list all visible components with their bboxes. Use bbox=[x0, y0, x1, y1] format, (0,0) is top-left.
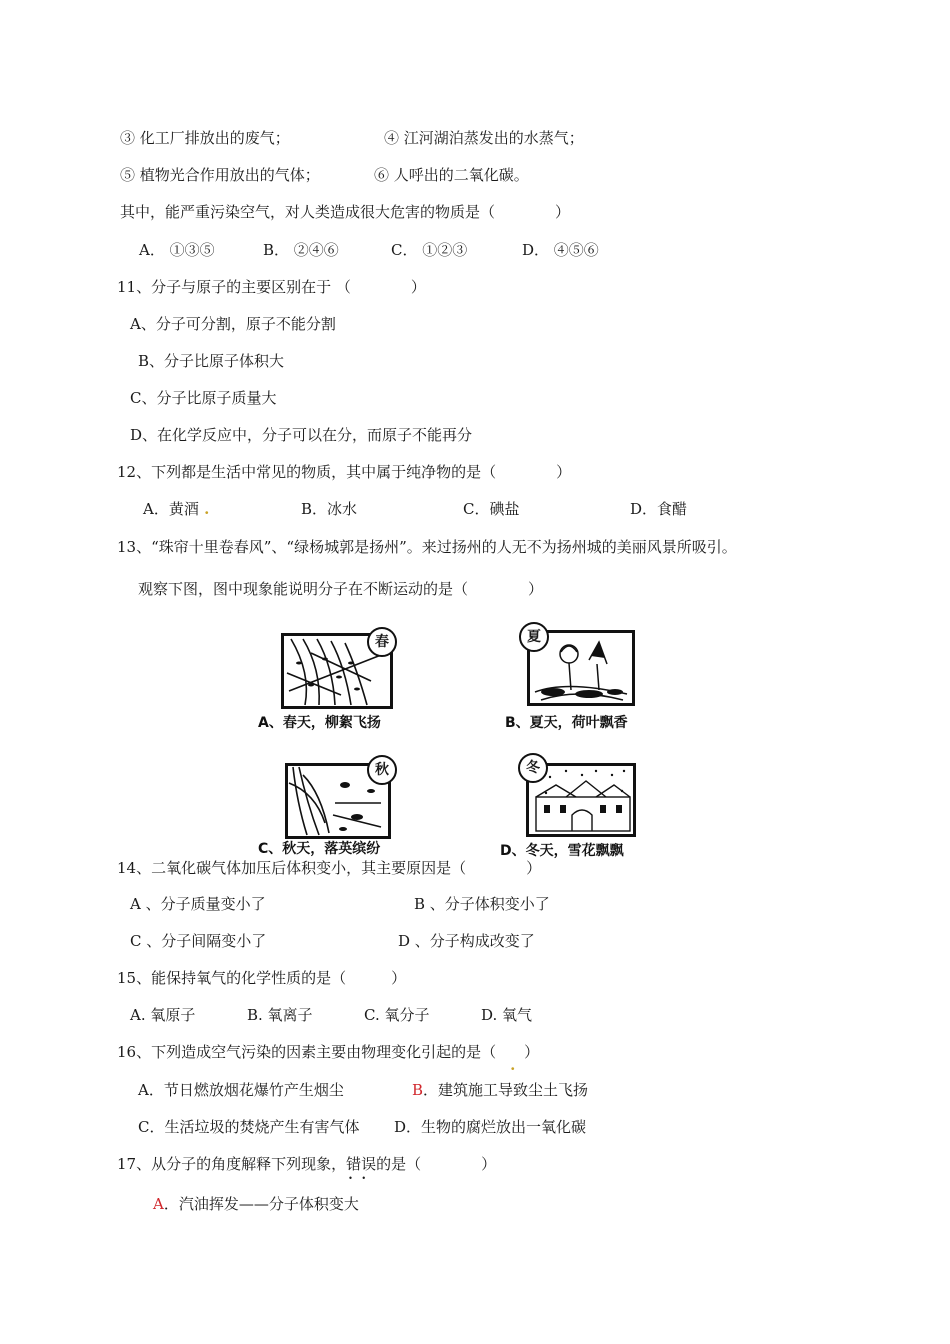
q10-stem: 其中，能严重污染空气，对人类造成很大危害的物质是（ ） bbox=[120, 203, 571, 221]
q10-item-3: ③ 化工厂排放出的废气； bbox=[120, 129, 290, 147]
q13-stem: 13、“珠帘十里卷春风”、“绿杨城郭是扬州”。来过扬州的人无不为扬州城的美丽风景所吸引。 bbox=[117, 538, 737, 556]
spring-willow-image bbox=[281, 633, 393, 709]
q11-stem: 11、分子与原子的主要区别在于 （ ） bbox=[117, 278, 426, 296]
q16-option-a: A．节日燃放烟花爆竹产生烟尘 bbox=[138, 1081, 344, 1099]
autumn-leaves-image bbox=[285, 763, 391, 839]
q15-stem: 15、能保持氧气的化学性质的是（ ） bbox=[117, 969, 407, 987]
q11-option-b: B、分子比原子体积大 bbox=[138, 352, 285, 370]
emphasized-word: 错误 • • bbox=[346, 1154, 376, 1174]
q12-stem: 12、下列都是生活中常见的物质，其中属于纯净物的是（ ） bbox=[117, 463, 572, 481]
q10-option-d: D． ④⑤⑥ bbox=[522, 241, 599, 259]
q13-stem-2: 观察下图，图中现象能说明分子在不断运动的是（ ） bbox=[138, 580, 544, 598]
q10-option-a: A． ①③⑤ bbox=[139, 241, 215, 259]
q14-option-b: B 、分子体积变小了 bbox=[414, 895, 550, 913]
q15-option-b: B. 氧离子 bbox=[247, 1006, 313, 1024]
winter-badge: 冬 bbox=[518, 753, 548, 783]
gold-dot-mark: . bbox=[198, 500, 210, 518]
q17-option-a: A．汽油挥发——分子体积变大 bbox=[153, 1195, 359, 1213]
q12-option-a: A．黄酒 . bbox=[143, 500, 210, 518]
summer-badge: 夏 bbox=[519, 622, 549, 652]
q10-item-6: ⑥ 人呼出的二氧化碳。 bbox=[374, 166, 529, 184]
q11-option-c: C、分子比原子质量大 bbox=[130, 389, 277, 407]
caption-b: B、夏天，荷叶飘香 bbox=[505, 715, 628, 731]
q15-option-d: D. 氧气 bbox=[481, 1006, 533, 1024]
q11-option-a: A、分子可分割，原子不能分割 bbox=[130, 315, 336, 333]
q17-stem: 17、从分子的角度解释下列现象，错误 • •的是（ ） bbox=[117, 1154, 496, 1174]
q11-option-d: D、在化学反应中，分子可以在分，而原子不能再分 bbox=[130, 426, 473, 444]
q15-option-c: C. 氧分子 bbox=[364, 1006, 430, 1024]
q12-option-d: D．食醋 bbox=[630, 500, 688, 518]
q16-stem: 16、下列造成空气污染的因素主要由物理变化引起的是（ . ） bbox=[117, 1043, 540, 1074]
caption-d: D、冬天，雪花飘飘 bbox=[500, 843, 624, 859]
q10-option-c: C． ①②③ bbox=[391, 241, 468, 259]
summer-lotus-image bbox=[527, 630, 635, 706]
q14-option-d: D 、分子构成改变了 bbox=[398, 932, 535, 950]
q15-option-a: A. 氧原子 bbox=[130, 1006, 196, 1024]
caption-a: A、春天，柳絮飞扬 bbox=[258, 715, 381, 731]
q10-option-b: B． ②④⑥ bbox=[263, 241, 339, 259]
gold-dot-mark: . bbox=[510, 1056, 516, 1074]
q10-item-5: ⑤ 植物光合作用放出的气体； bbox=[120, 166, 320, 184]
q14-option-a: A 、分子质量变小了 bbox=[130, 895, 266, 913]
q14-stem: 14、二氧化碳气体加压后体积变小，其主要原因是（ ） bbox=[117, 859, 542, 877]
spring-badge: 春 bbox=[367, 627, 397, 657]
q16-option-b: B．建筑施工导致尘土飞扬 bbox=[412, 1081, 589, 1099]
winter-snow-image bbox=[526, 760, 636, 837]
caption-c: C、秋天，落英缤纷 bbox=[258, 841, 381, 857]
q12-option-c: C．碘盐 bbox=[463, 500, 520, 518]
autumn-badge: 秋 bbox=[367, 755, 397, 785]
q16-option-c: C．生活垃圾的焚烧产生有害气体 bbox=[138, 1118, 360, 1136]
q14-option-c: C 、分子间隔变小了 bbox=[130, 932, 267, 950]
q10-item-4: ④ 江河湖泊蒸发出的水蒸气； bbox=[384, 129, 584, 147]
q12-option-b: B．冰水 bbox=[301, 500, 358, 518]
q16-option-d: D．生物的腐烂放出一氧化碳 bbox=[394, 1118, 587, 1136]
